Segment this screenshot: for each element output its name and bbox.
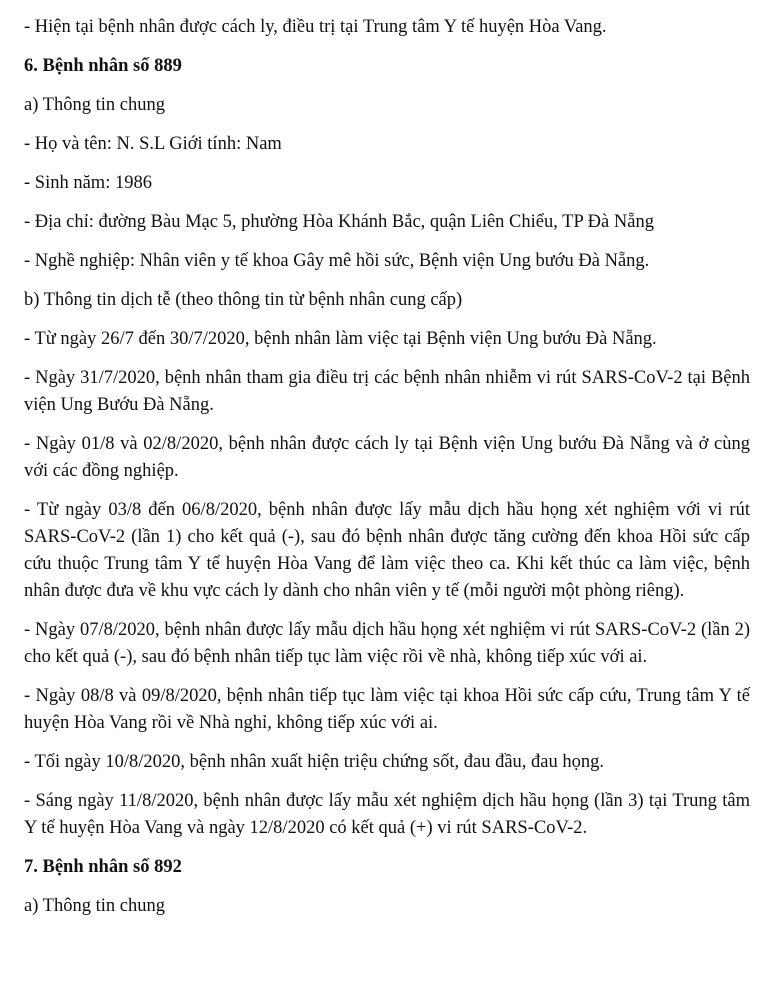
- section-heading-patient-889: 6. Bệnh nhân số 889: [24, 56, 182, 76]
- epi-item: - Sáng ngày 11/8/2020, bệnh nhân được lấy mẫu xét nghiệm dịch hầu họng (lần 3) tại Trung tâm Y tế huyện Hòa Vang và ngày 12/8/2020 có kết quả (+) vi rút SARS-CoV-2.: [24, 791, 750, 838]
- epi-item: - Ngày 01/8 và 02/8/2020, bệnh nhân được cách ly tại Bệnh viện Ung bướu Đà Nẵng và ở cùng với các đồng nghiệp.: [24, 434, 750, 481]
- section-heading-patient-892: 7. Bệnh nhân số 892: [24, 857, 182, 877]
- general-info-heading: a) Thông tin chung: [24, 95, 165, 115]
- epi-item: - Từ ngày 26/7 đến 30/7/2020, bệnh nhân làm việc tại Bệnh viện Ung bướu Đà Nẵng.: [24, 329, 657, 349]
- intro-line: - Hiện tại bệnh nhân được cách ly, điều trị tại Trung tâm Y tế huyện Hòa Vang.: [24, 17, 607, 37]
- general-info-heading: a) Thông tin chung: [24, 896, 165, 916]
- epi-item: - Từ ngày 03/8 đến 06/8/2020, bệnh nhân được lấy mẫu dịch hầu họng xét nghiệm với vi rút SARS-CoV-2 (lần 1) cho kết quả (-), sau đó bệnh nhân được tăng cường đến khoa Hồi sức cấp cứu thuộc Trung tâm Y tế huyện Hòa Vang để làm việc theo ca. Khi kết thúc ca làm việc, bệnh nhân được đưa về khu vực cách ly dành cho nhân viên y tế (mỗi người một phòng riêng).: [24, 500, 750, 601]
- epidemiology-heading: b) Thông tin dịch tễ (theo thông tin từ bệnh nhân cung cấp): [24, 290, 463, 310]
- birth-year-line: - Sinh năm: 1986: [24, 173, 152, 193]
- epi-item: - Ngày 31/7/2020, bệnh nhân tham gia điều trị các bệnh nhân nhiễm vi rút SARS-CoV-2 tại Bệnh viện Ung Bướu Đà Nẵng.: [24, 368, 750, 415]
- epi-item: - Ngày 08/8 và 09/8/2020, bệnh nhân tiếp tục làm việc tại khoa Hồi sức cấp cứu, Trung tâm Y tế huyện Hòa Vang rồi về Nhà nghỉ, không tiếp xúc với ai.: [24, 686, 750, 733]
- epi-item: - Ngày 07/8/2020, bệnh nhân được lấy mẫu dịch hầu họng xét nghiệm vi rút SARS-CoV-2 (lần 2) cho kết quả (-), sau đó bệnh nhân tiếp tục làm việc rồi về nhà, không tiếp xúc với ai.: [24, 620, 750, 667]
- document-body: [24, 14, 750, 932]
- address-line: - Địa chỉ: đường Bàu Mạc 5, phường Hòa Khánh Bắc, quận Liên Chiểu, TP Đà Nẵng: [24, 212, 654, 232]
- name-gender-line: - Họ và tên: N. S.L Giới tính: Nam: [24, 134, 282, 154]
- occupation-line: - Nghề nghiệp: Nhân viên y tế khoa Gây mê hồi sức, Bệnh viện Ung bướu Đà Nẵng.: [24, 251, 650, 271]
- epi-item: - Tối ngày 10/8/2020, bệnh nhân xuất hiện triệu chứng sốt, đau đầu, đau họng.: [24, 752, 604, 772]
